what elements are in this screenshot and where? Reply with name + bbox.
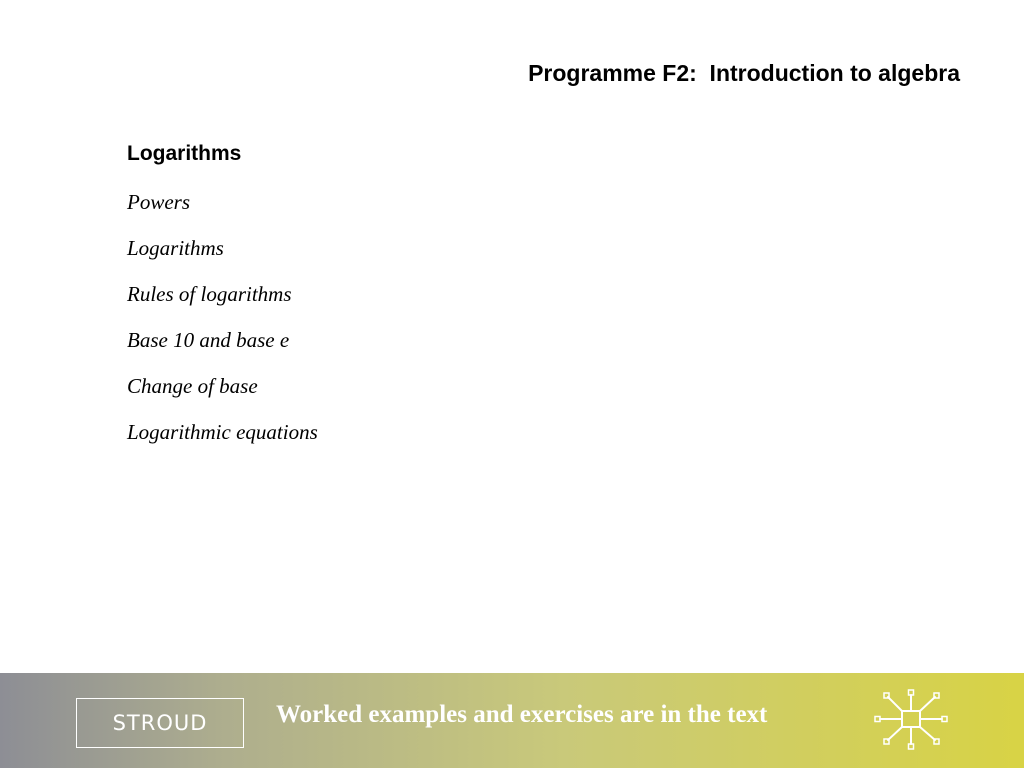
slide-title: Programme F2: Introduction to algebra [528,60,960,86]
topic-list [127,186,318,462]
topic-item: Logarithmic equations [127,420,318,444]
brand-label: STROUD [112,711,208,735]
brand-logo [76,698,244,748]
topic-item: Powers [127,190,190,214]
topic-item: Base 10 and base e [127,328,290,352]
topic-item: Change of base [127,374,258,398]
topic-item: Rules of logarithms [127,282,292,306]
section-heading: Logarithms [127,142,242,165]
footer-band [0,673,1024,768]
topic-item: Logarithms [127,236,224,260]
footer-note: Worked examples and exercises are in the text [276,701,768,728]
network-icon [872,687,952,751]
